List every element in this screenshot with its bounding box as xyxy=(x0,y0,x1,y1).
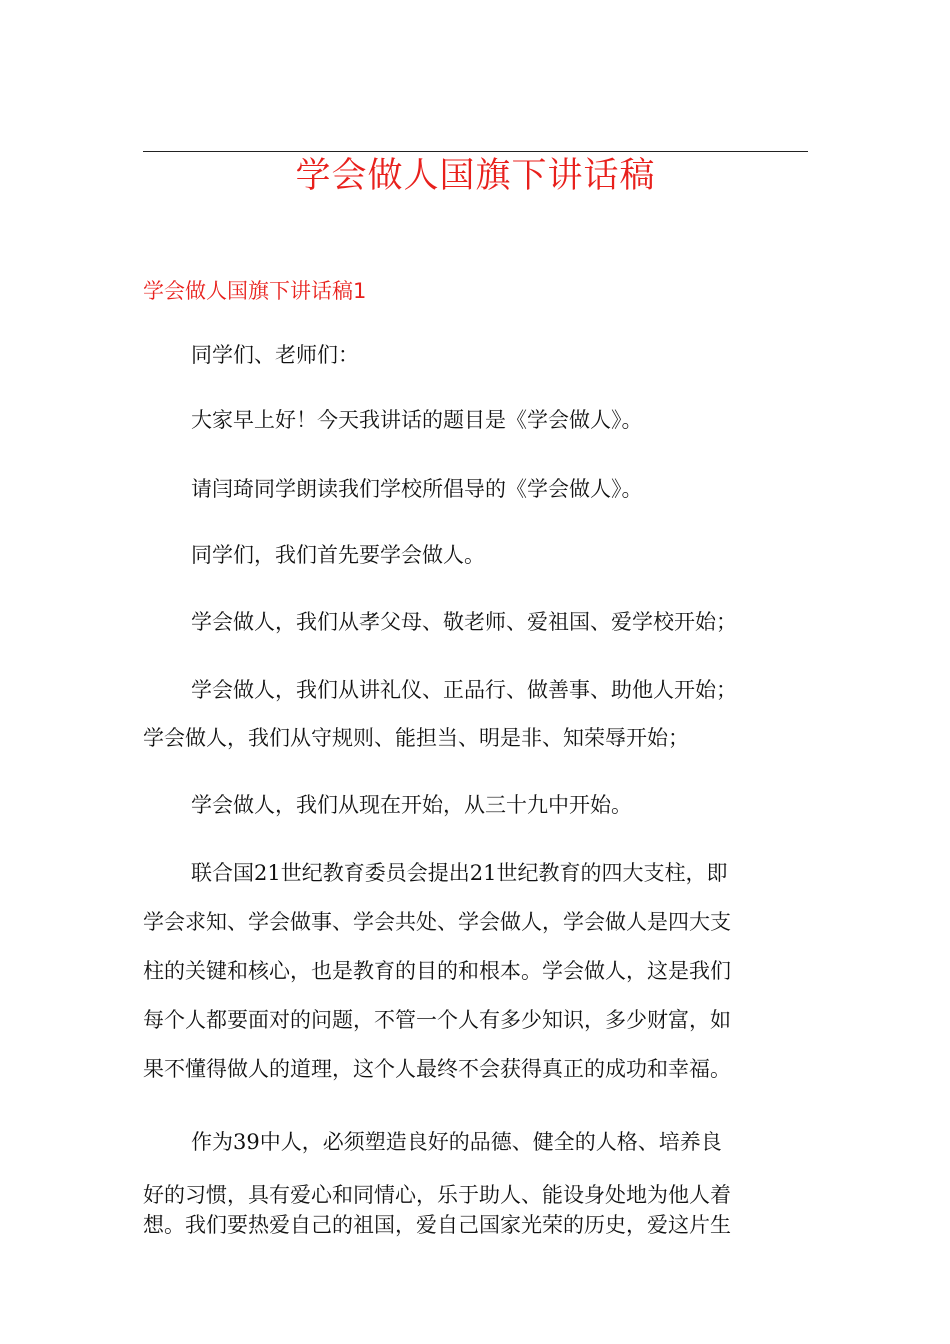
paragraph-line: 学会做人，我们从孝父母、敬老师、爱祖国、爱学校开始； xyxy=(191,610,737,634)
paragraph-line: 同学们，我们首先要学会做人。 xyxy=(191,543,485,567)
paragraph-line: 柱的关键和核心，也是教育的目的和根本。学会做人，这是我们 xyxy=(143,959,731,983)
paragraph-line: 作为39中人，必须塑造良好的品德、健全的人格、培养良 xyxy=(191,1130,722,1154)
document-title: 学会做人国旗下讲话稿 xyxy=(295,156,656,196)
paragraph-line: 同学们、老师们： xyxy=(191,343,359,367)
paragraph-line: 学会做人，我们从讲礼仪、正品行、做善事、助他人开始； xyxy=(191,678,737,702)
paragraph-line: 学会做人，我们从现在开始，从三十九中开始。 xyxy=(191,793,632,817)
paragraph-line: 好的习惯，具有爱心和同情心，乐于助人、能设身处地为他人着 xyxy=(143,1183,731,1207)
paragraph-line: 每个人都要面对的问题，不管一个人有多少知识，多少财富，如 xyxy=(143,1008,731,1032)
section-heading: 学会做人国旗下讲话稿1 xyxy=(143,279,367,303)
paragraph-line: 学会求知、学会做事、学会共处、学会做人，学会做人是四大支 xyxy=(143,910,731,934)
paragraph-line: 联合国21世纪教育委员会提出21世纪教育的四大支柱，即 xyxy=(191,861,728,885)
paragraph-line: 果不懂得做人的道理，这个人最终不会获得真正的成功和幸福。 xyxy=(143,1057,731,1081)
paragraph-line: 学会做人，我们从守规则、能担当、明是非、知荣辱开始； xyxy=(143,726,689,750)
paragraph-line: 大家早上好！今天我讲话的题目是《学会做人》。 xyxy=(191,408,643,432)
paragraph-line: 请闫琦同学朗读我们学校所倡导的《学会做人》。 xyxy=(191,477,643,501)
paragraph-line: 想。我们要热爱自己的祖国，爱自己国家光荣的历史，爱这片生 xyxy=(143,1213,731,1237)
